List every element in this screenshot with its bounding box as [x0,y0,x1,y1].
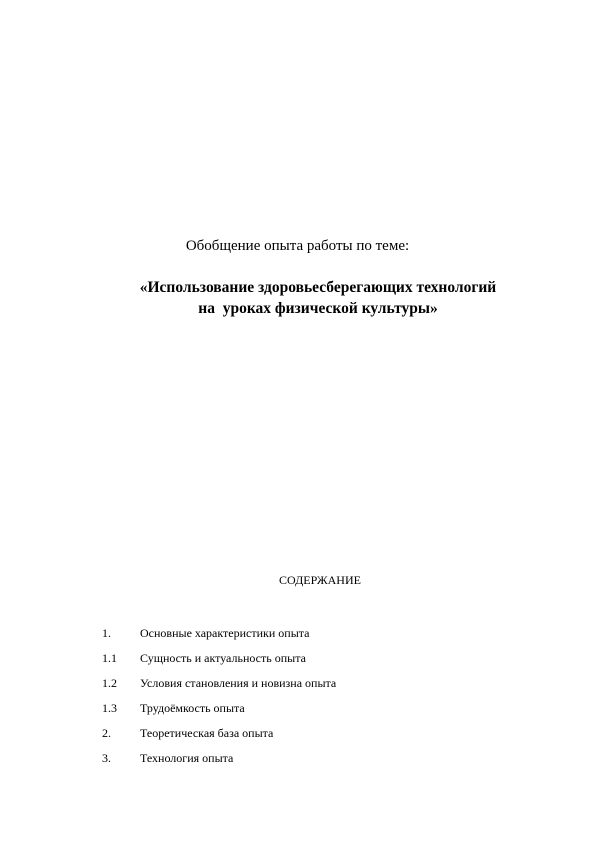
document-title [0,277,595,319]
document-subtitle: Обобщение опыта работы по теме: [185,238,410,254]
table-of-contents [102,626,542,776]
document-title-line-2: на уроках физической культуры» [198,300,438,317]
toc-item-number: 2. [102,726,111,740]
document-title-line-1: «Использование здоровьесберегающих технологий [139,279,497,296]
toc-item-text: Трудоёмкость опыта [140,701,245,715]
toc-heading: СОДЕРЖАНИЕ [279,573,361,587]
toc-item [102,626,542,651]
toc-item-number: 1.2 [102,676,117,690]
toc-item-text: Условия становления и новизна опыта [140,676,337,690]
toc-item-number: 1.1 [102,651,117,665]
toc-item [102,676,542,701]
toc-item-number: 3. [102,751,111,765]
toc-item-number: 1.3 [102,701,117,715]
toc-item [102,751,542,776]
toc-item-text: Технология опыта [140,751,234,765]
toc-item-text: Сущность и актуальность опыта [140,651,306,665]
toc-item-text: Основные характеристики опыта [140,626,310,640]
toc-item [102,726,542,751]
toc-item [102,701,542,726]
toc-item [102,651,542,676]
toc-item-text: Теоретическая база опыта [140,726,274,740]
toc-item-number: 1. [102,626,111,640]
